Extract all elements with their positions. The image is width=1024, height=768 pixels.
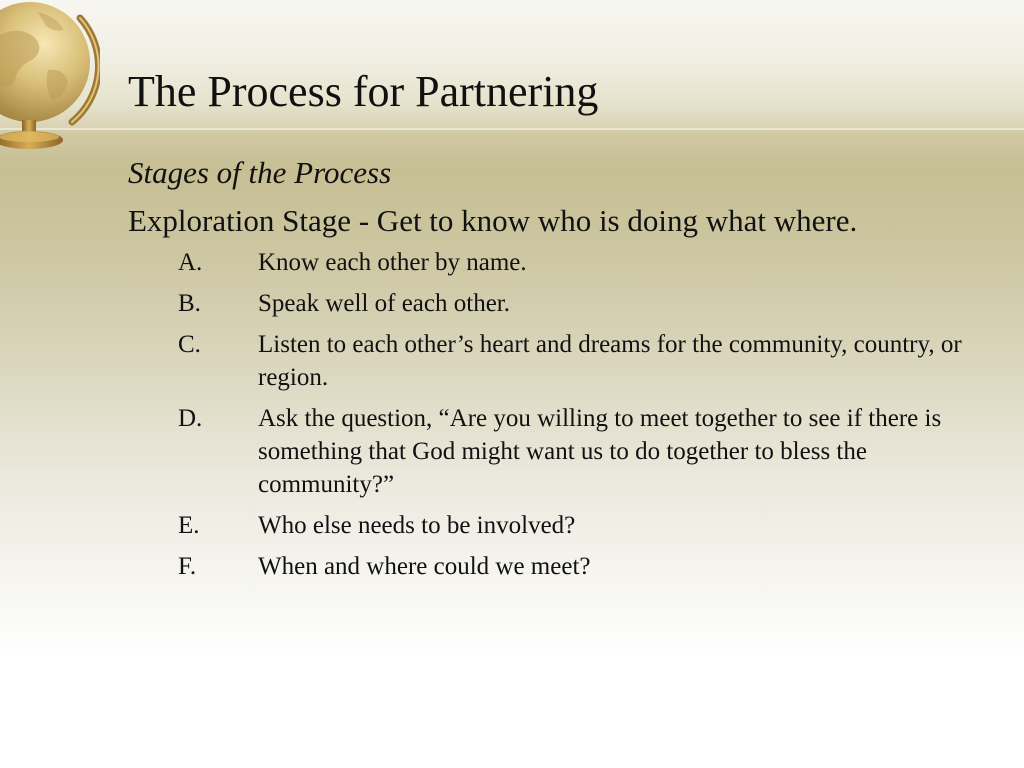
item-letter: F. — [178, 553, 197, 580]
steps-list — [128, 246, 988, 583]
item-text: When and where could we meet? — [258, 553, 591, 580]
list-item — [128, 550, 988, 583]
globe-icon — [0, 0, 100, 165]
list-item — [128, 246, 988, 279]
list-item — [128, 328, 988, 394]
item-letter: B. — [178, 290, 201, 317]
item-text: Who else needs to be involved? — [258, 512, 576, 539]
list-item — [128, 402, 988, 501]
item-letter: D. — [178, 405, 203, 432]
item-text: Speak well of each other. — [258, 290, 510, 317]
slide-body — [128, 152, 988, 591]
list-item — [128, 287, 988, 320]
item-text: Ask the question, “Are you willing to meet together to see if there is something that God might want us to do together to bless the community?” — [258, 405, 942, 498]
list-item — [128, 509, 988, 542]
item-text: Listen to each other’s heart and dreams for the community, country, or region. — [258, 331, 962, 391]
slide-title: The Process for Partnering — [128, 67, 599, 116]
stage-heading: Exploration Stage - Get to know who is doing what where. — [128, 203, 858, 238]
title-divider — [0, 128, 1024, 130]
section-subtitle: Stages of the Process — [128, 155, 392, 190]
item-letter: A. — [178, 249, 203, 276]
item-letter: E. — [178, 512, 200, 539]
item-letter: C. — [178, 331, 201, 358]
item-text: Know each other by name. — [258, 249, 527, 276]
